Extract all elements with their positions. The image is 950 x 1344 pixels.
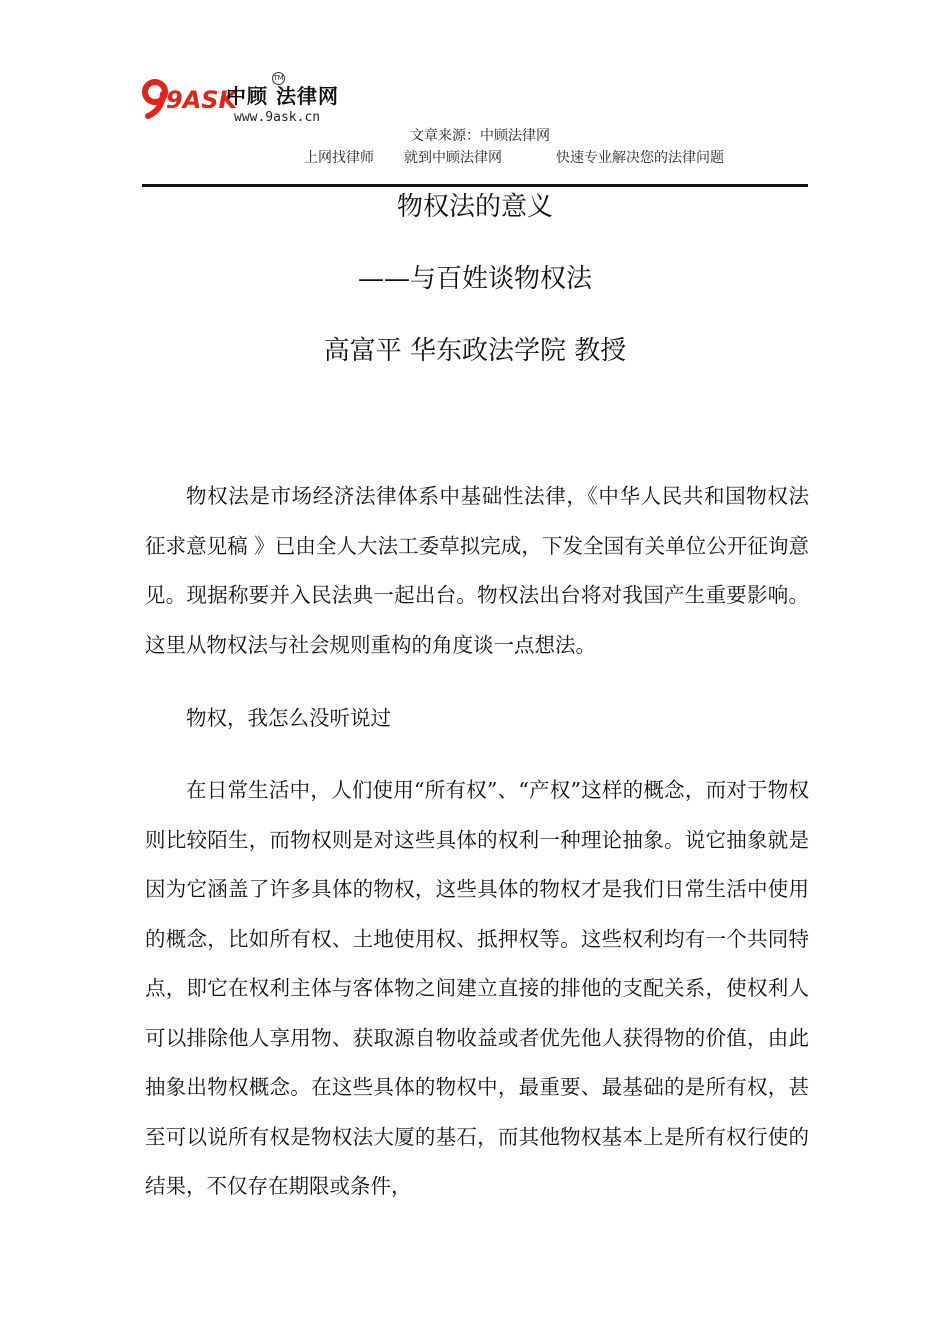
9ask-logo-icon: [142, 76, 238, 120]
body-paragraph-intro: 物权法是市场经济法律体系中基础性法律，《中华人民共和国物权法 征求意见稿 》已由全人大法工委草拟完成，下发全国有关单位公开征询意见。现据称要并入民法典一起出台。物权法出台将对我国产生重要影响。这里从物权法与社会规则重构的角度谈一点想法。: [145, 484, 809, 657]
site-logo[interactable]: [142, 76, 372, 132]
section-heading: 物权，我怎么没听说过: [186, 706, 391, 730]
article-byline: 高富平 华东政法学院 教授: [323, 336, 627, 366]
logo-url[interactable]: www.9ask.cn: [234, 110, 321, 125]
logo-chinese-name: 中顾 法律网: [226, 84, 339, 108]
tagline-part-2: 就到中顾法律网: [404, 150, 502, 166]
tagline-part-1: 上网找律师: [304, 150, 374, 166]
tagline-part-3: 快速专业解决您的法律问题: [556, 150, 724, 166]
logo-brand-text: 9ASK: [166, 86, 238, 114]
article-title: 物权法的意义: [396, 192, 553, 222]
body-paragraph: 在日常生活中，人们使用“所有权”、“产权”这样的概念，而对于物权则比较陌生，而物权则是对这些具体的权利一种理论抽象。说它抽象就是因为它涵盖了许多具体的物权，这些具体的物权才是我们日常生活中使用的概念，比如所有权、土地使用权、抵押权等。这些权利均有一个共同特点，即它在权利主体与客体物之间建立直接的排他的支配关系，使权利人可以排除他人享用物、获取源自物收益或者优先他人获得物的价值，由此抽象出物权概念。在这些具体的物权中，最重要、最基础的是所有权，甚至可以说所有权是物权法大厦的基石，而其他物权基本上是所有权行使的结果，不仅存在期限或条件，: [145, 778, 809, 1198]
trademark-icon: TM: [272, 72, 285, 85]
article-subtitle: ——与百姓谈物权法: [357, 264, 592, 294]
article-source: 文章来源：中顾法律网: [410, 128, 550, 144]
site-tagline: [304, 147, 724, 167]
